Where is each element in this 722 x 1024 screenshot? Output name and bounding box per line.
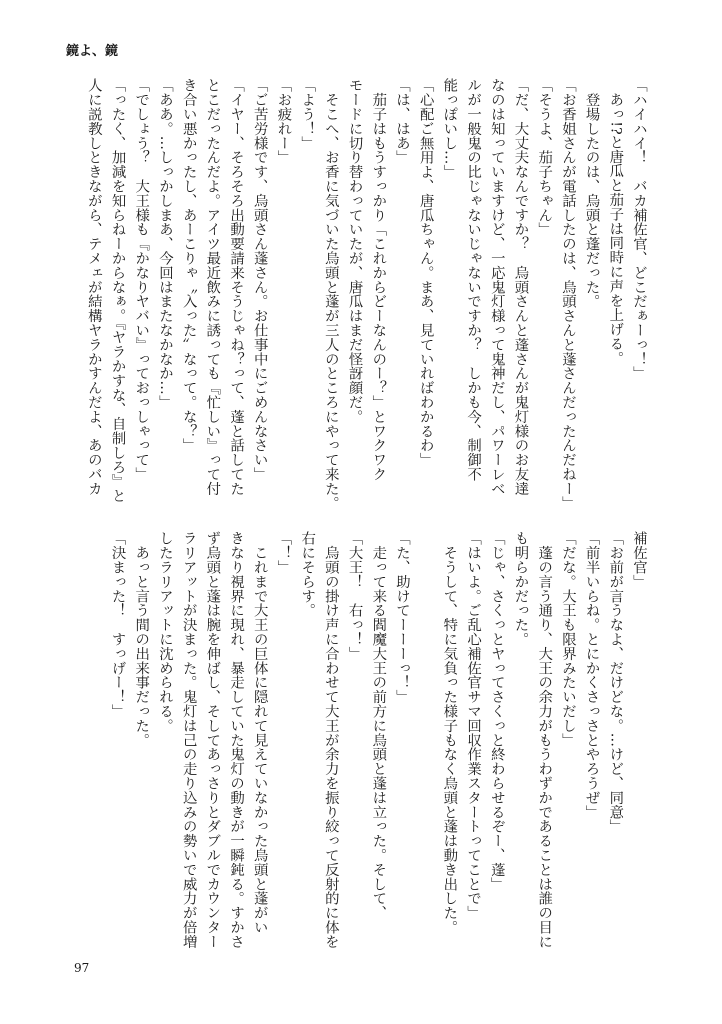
text-line: 「ご苦労様です、烏頭さん蓬さん。お仕事中にごめんなさい」 — [251, 78, 268, 482]
text-line: 走って来る閻魔大王の前方に烏頭と蓬は立った。そして、 — [370, 531, 387, 920]
text-line: とこだったんだよ。アイツ最近飲みに誘っても『忙しい』って付 — [204, 78, 221, 496]
text-line: 「ハイハイ！ バカ補佐官、どこだぁーっ！」 — [631, 78, 647, 381]
text-line: 人に説教しときながら、テメェが結構ヤラかすんだよ、あのバカ — [85, 78, 102, 496]
text-line: 「イヤー、そろそろ出動要請来そうじゃね？って、蓬と話してた — [228, 78, 245, 496]
text-block-top — [85, 78, 650, 510]
text-block-bottom — [105, 531, 650, 956]
text-line: これまで大王の巨体に隠れて見えていなかった烏頭と蓬がい — [251, 531, 268, 935]
text-line: ラリアットが決まった。鬼灯は己の走り込みの勢いで威力が倍増 — [180, 531, 197, 949]
text-line: 登場したのは、烏頭と蓬だった。 — [583, 78, 600, 309]
text-line: 「でしょう？ 大王様も『かなりヤバい』っておっしゃって」 — [133, 78, 150, 482]
text-line: 茄子はもうすっかり「これからどーなんのー？」とワクワク — [370, 78, 387, 482]
text-line: 「だ、大丈夫なんですか？ 烏頭さんと蓬さんが鬼灯様のお友達 — [512, 78, 529, 496]
running-header: 鏡よ、鏡 — [66, 44, 119, 59]
text-line: あっ!?と唐瓜と茄子は同時に声を上げる。 — [607, 78, 624, 366]
text-line: 「前半いらね。とにかくさっさとやろうぜ」 — [583, 531, 600, 819]
text-line: きなり視界に現れ、暴走していた鬼灯の動きが一瞬鈍る。すかさ — [228, 531, 245, 949]
text-line: 「大王！ 右っ！」 — [346, 531, 363, 661]
text-line: 「だな。大王も限界みたいだし」 — [559, 531, 576, 747]
text-line: モードに切り替わっていたが、唐瓜はまだ怪訝顔だ。 — [346, 78, 363, 424]
text-line: も明らかだった。 — [512, 531, 529, 647]
text-line: 蓬の言う通り、大王の余力がもうわずかであることは誰の目に — [536, 531, 553, 949]
text-line: 「そうよ、茄子ちゃん」 — [536, 78, 553, 237]
text-line: 「！」 — [275, 531, 292, 575]
text-line: 「じゃ、さくっとヤってさくっと終わらせるぞー、蓬」 — [488, 531, 505, 891]
text-line: 「よう！」 — [299, 78, 316, 150]
text-line: 右にそらす。 — [299, 531, 316, 618]
page-number: 97 — [74, 961, 90, 975]
text-line: 補佐官」 — [631, 531, 647, 589]
text-line: そこへ、お香に気づいた烏頭と蓬が三人のところにやって来た。 — [322, 78, 339, 510]
text-line: したラリアットに沈められる。 — [156, 531, 173, 733]
text-line: 「お前が言うなよ、だけどな。…けど、同意」 — [607, 531, 624, 834]
text-line: そうして、特に気負った様子もなく烏頭と蓬は動き出した。 — [441, 531, 458, 935]
blank-line — [413, 531, 437, 956]
text-line: 烏頭の掛け声に合わせて大王が余力を振り絞って反射的に体を — [322, 531, 339, 949]
text-line: 「心配ご無用よ、唐瓜ちゃん。まあ、見ていればわかるわ」 — [417, 78, 434, 467]
text-line: 「ったく、加減を知らねーからなぁ。『ヤラかすな、自制しろ』と — [109, 78, 126, 503]
text-line: ず烏頭と蓬は腕を伸ばし、そしてあっさりとダブルでカウンター — [204, 531, 221, 949]
text-line: き合い悪かったし、あーこりゃ〝入った〟なって。な？」 — [180, 78, 197, 453]
text-line: あっと言う間の出来事だった。 — [133, 531, 150, 747]
text-line: 「お香姐さんが電話したのは、烏頭さんと蓬さんだったんだねー」 — [559, 78, 576, 510]
text-line: 「た、助けてーーーっ！」 — [393, 531, 410, 704]
text-line: 「は、はあ」 — [393, 78, 410, 165]
text-line: 「決まった！ すっげー！」 — [109, 531, 126, 719]
text-line: 「はいよ。ご乱心補佐官サマ回収作業スタートってことで」 — [465, 531, 482, 920]
text-line: 「お疲れー」 — [275, 78, 292, 165]
text-line: ルが一般鬼の比じゃないじゃないですか？ しかも今、制御不 — [465, 78, 482, 482]
text-line: 「ああ。…しっかしまあ、今回はまたなかなか…」 — [156, 78, 173, 410]
text-line: なのは知っていますけど、一応鬼灯様って鬼神だし、パワーレベ — [488, 78, 505, 496]
text-line: 能っぽいし…」 — [441, 78, 458, 179]
